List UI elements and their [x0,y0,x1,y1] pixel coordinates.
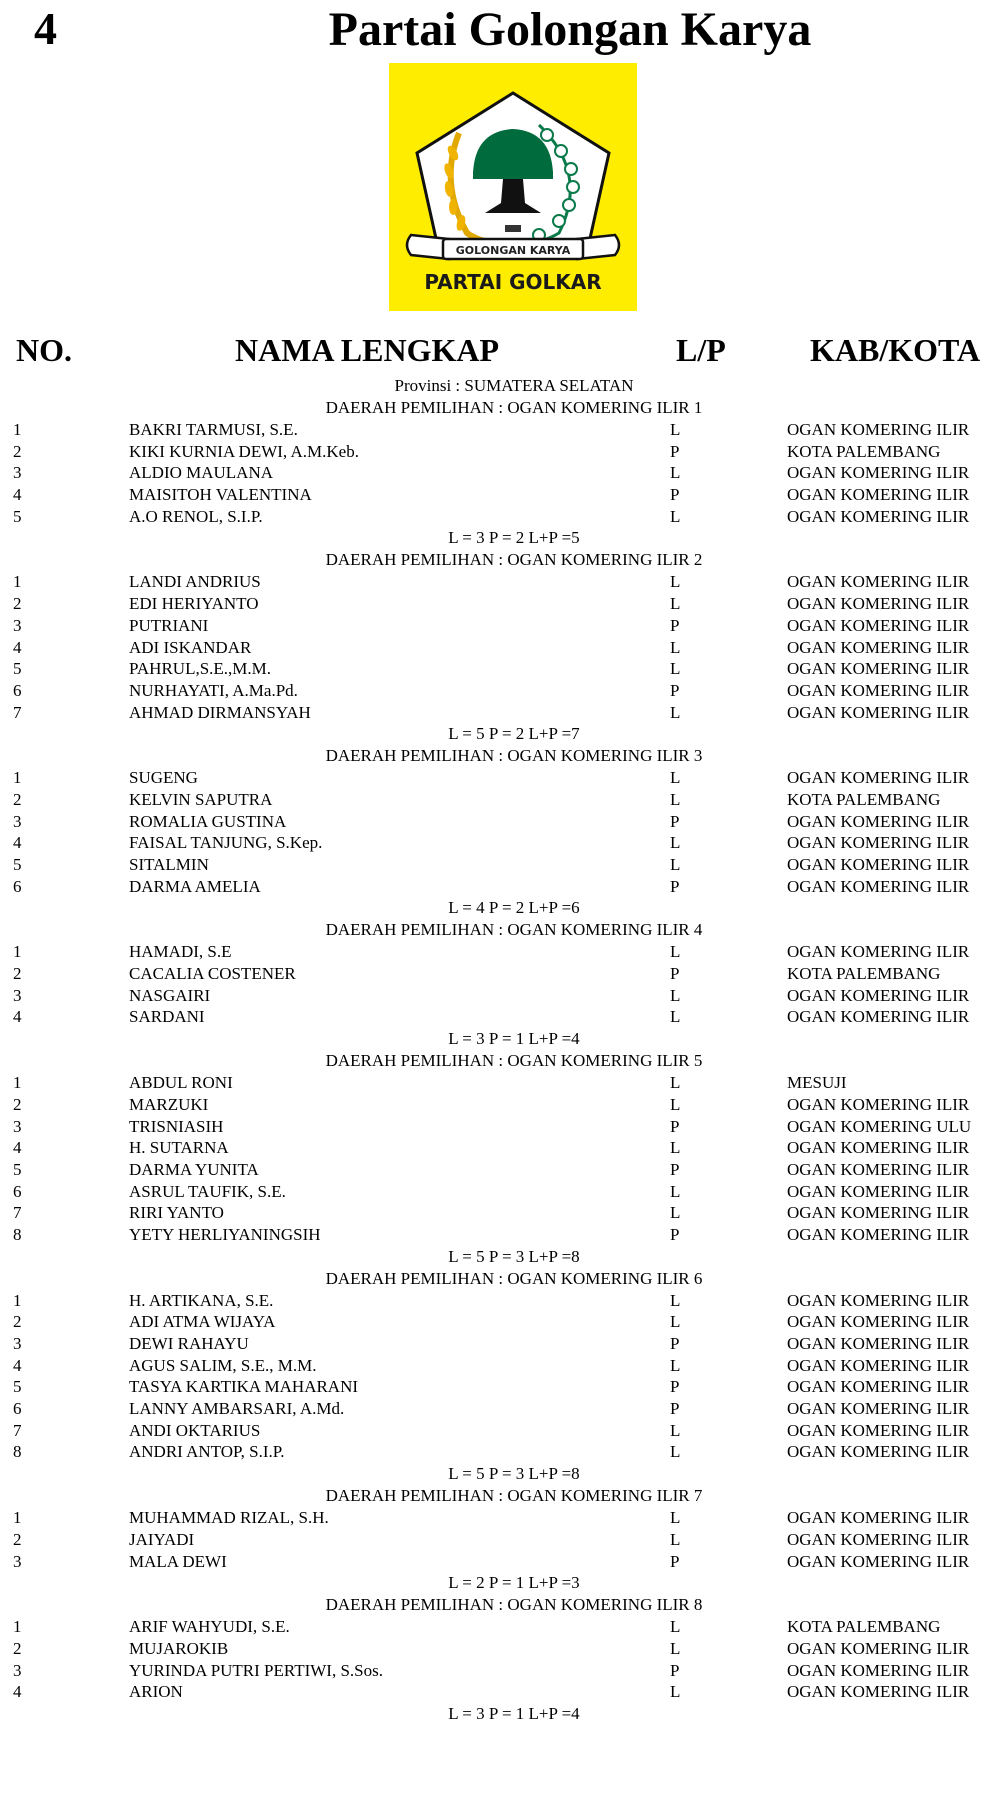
candidate-row [0,1224,1000,1246]
candidate-regency: OGAN KOMERING ILIR [787,1007,970,1027]
candidate-number: 6 [13,1181,22,1201]
candidate-number: 6 [13,1399,22,1419]
candidate-gender: L [670,1073,681,1093]
candidate-name: CACALIA COSTENER [129,964,296,984]
candidate-number: 2 [13,441,22,461]
candidate-row [0,637,1000,659]
candidate-gender: P [670,811,680,831]
candidate-number: 4 [13,1138,22,1158]
candidate-regency: OGAN KOMERING ILIR [787,594,970,614]
candidate-name: TASYA KARTIKA MAHARANI [129,1377,359,1397]
candidate-gender: L [670,572,681,592]
candidate-row [0,702,1000,724]
candidate-number: 3 [13,1660,22,1680]
candidate-gender: L [670,1007,681,1027]
district-title: DAERAH PEMILIHAN : OGAN KOMERING ILIR 6 [325,1268,703,1288]
candidate-row [0,1333,1000,1355]
candidate-name: DARMA YUNITA [129,1159,259,1179]
candidate-name: ARION [129,1682,183,1702]
candidate-name: ROMALIA GUSTINA [129,811,287,831]
candidate-gender: P [670,1377,680,1397]
candidate-gender: L [670,1638,681,1658]
candidate-number: 3 [13,463,22,483]
candidate-regency: KOTA PALEMBANG [787,441,941,461]
party-number: 4 [34,3,57,54]
candidate-gender: P [670,680,680,700]
logo-caption: PARTAI GOLKAR [424,270,602,294]
candidate-gender: P [670,1660,680,1680]
candidate-regency: OGAN KOMERING ILIR [787,768,970,788]
candidate-regency: OGAN KOMERING ILIR [787,1420,970,1440]
candidate-row [0,832,1000,854]
candidate-gender: L [670,1312,681,1332]
candidate-regency: OGAN KOMERING ILIR [787,1529,970,1549]
candidate-regency: OGAN KOMERING ILIR [787,702,970,722]
candidate-row [0,941,1000,963]
candidate-row [0,1398,1000,1420]
candidate-row [0,484,1000,506]
candidate-number: 4 [13,1007,22,1027]
candidate-gender: L [670,768,681,788]
candidate-name: MUHAMMAD RIZAL, S.H. [129,1508,329,1528]
candidate-row [0,506,1000,528]
candidate-name: RIRI YANTO [129,1203,224,1223]
candidate-number: 3 [13,1551,22,1571]
candidate-regency: OGAN KOMERING ILIR [787,637,970,657]
candidate-number: 5 [13,1159,22,1179]
candidate-number: 4 [13,637,22,657]
candidate-regency: OGAN KOMERING ILIR [787,1508,970,1528]
candidate-regency: OGAN KOMERING ILIR [787,942,970,962]
district-summary: L = 3 P = 1 L+P =4 [448,1703,580,1723]
candidate-number: 6 [13,680,22,700]
candidate-row [0,615,1000,637]
candidate-regency: OGAN KOMERING ILIR [787,659,970,679]
candidate-regency: OGAN KOMERING ILIR [787,1138,970,1158]
candidate-row [0,1181,1000,1203]
candidate-number: 2 [13,1529,22,1549]
candidate-gender: L [670,942,681,962]
candidate-number: 1 [13,768,22,788]
candidate-name: YURINDA PUTRI PERTIWI, S.Sos. [129,1660,383,1680]
candidate-gender: L [670,1094,681,1114]
candidate-gender: L [670,1181,681,1201]
candidate-row [0,1616,1000,1638]
district-title: DAERAH PEMILIHAN : OGAN KOMERING ILIR 7 [325,1486,703,1506]
candidate-name: MUJAROKIB [129,1638,229,1658]
candidate-gender: L [670,1529,681,1549]
candidate-row [0,1660,1000,1682]
candidate-number: 3 [13,615,22,635]
candidate-regency: OGAN KOMERING ILIR [787,1377,970,1397]
candidate-number: 4 [13,1355,22,1375]
candidate-gender: L [670,1420,681,1440]
candidate-row [0,1137,1000,1159]
candidate-name: FAISAL TANJUNG, S.Kep. [129,833,323,853]
candidate-number: 4 [13,833,22,853]
district-title: DAERAH PEMILIHAN : OGAN KOMERING ILIR 5 [325,1051,703,1071]
candidate-regency: OGAN KOMERING ILIR [787,1442,970,1462]
candidate-name: ANDRI ANTOP, S.I.P. [129,1442,285,1462]
candidate-name: ALDIO MAULANA [129,463,274,483]
candidate-number: 2 [13,1094,22,1114]
district-summary: L = 5 P = 3 L+P =8 [448,1246,580,1266]
candidate-name: H. SUTARNA [129,1138,229,1158]
candidate-regency: OGAN KOMERING ILIR [787,1638,970,1658]
candidate-number: 2 [13,1638,22,1658]
candidate-name: DARMA AMELIA [129,876,261,896]
province-label: Provinsi : SUMATERA SELATAN [394,376,634,395]
candidate-gender: L [670,1682,681,1702]
candidate-regency: OGAN KOMERING ILIR [787,463,970,483]
candidate-row [0,1094,1000,1116]
candidate-row [0,593,1000,615]
candidate-name: LANNY AMBARSARI, A.Md. [129,1399,345,1419]
candidate-number: 8 [13,1442,22,1462]
candidate-number: 4 [13,1682,22,1702]
candidate-row [0,789,1000,811]
candidate-gender: L [670,833,681,853]
golkar-logo [389,63,637,311]
candidate-regency: OGAN KOMERING ILIR [787,680,970,700]
candidate-regency: OGAN KOMERING ILIR [787,1312,970,1332]
candidate-gender: P [670,1399,680,1419]
candidate-row [0,419,1000,441]
candidate-row [0,1202,1000,1224]
district-summary: L = 4 P = 2 L+P =6 [448,898,580,918]
column-header-lp: L/P [676,332,726,368]
candidate-name: SUGENG [129,768,198,788]
district-summary: L = 3 P = 2 L+P =5 [448,528,580,548]
candidate-name: NURHAYATI, A.Ma.Pd. [129,680,298,700]
candidate-row [0,985,1000,1007]
candidate-number: 4 [13,485,22,505]
candidate-gender: L [670,702,681,722]
candidate-number: 1 [13,942,22,962]
candidate-gender: L [670,1442,681,1462]
candidate-name: PUTRIANI [129,615,209,635]
candidate-regency: KOTA PALEMBANG [787,789,941,809]
candidate-name: NASGAIRI [129,985,211,1005]
candidate-number: 1 [13,1508,22,1528]
candidate-regency: OGAN KOMERING ILIR [787,1660,970,1680]
candidate-gender: L [670,789,681,809]
candidate-number: 1 [13,420,22,439]
candidate-row [0,1116,1000,1138]
candidate-row [0,854,1000,876]
column-header-nama: NAMA LENGKAP [235,332,499,368]
candidate-regency: OGAN KOMERING ILIR [787,506,970,526]
candidate-gender: P [670,964,680,984]
candidate-regency: OGAN KOMERING ILIR [787,1355,970,1375]
candidate-number: 7 [13,702,22,722]
candidate-gender: L [670,420,681,439]
candidate-regency: KOTA PALEMBANG [787,1617,941,1637]
candidate-regency: OGAN KOMERING ILIR [787,572,970,592]
candidate-number: 5 [13,506,22,526]
logo-banner-text: GOLONGAN KARYA [455,244,571,257]
candidate-number: 3 [13,1116,22,1136]
candidate-name: MARZUKI [129,1094,209,1114]
candidate-number: 8 [13,1224,22,1244]
candidate-regency: OGAN KOMERING ILIR [787,985,970,1005]
candidate-regency: OGAN KOMERING ILIR [787,420,970,439]
candidate-number: 3 [13,1334,22,1353]
candidate-number: 1 [13,572,22,592]
candidate-name: H. ARTIKANA, S.E. [129,1290,274,1310]
candidate-number: 1 [13,1290,22,1310]
candidate-regency: OGAN KOMERING ILIR [787,1181,970,1201]
candidate-gender: P [670,441,680,461]
candidate-number: 2 [13,594,22,614]
candidate-row [0,571,1000,593]
candidate-name: MAISITOH VALENTINA [129,485,312,505]
document-header [0,0,1000,62]
candidate-number: 5 [13,1377,22,1397]
candidate-row [0,1441,1000,1463]
candidate-gender: L [670,463,681,483]
candidate-name: LANDI ANDRIUS [129,572,261,592]
candidate-regency: OGAN KOMERING ILIR [787,1203,970,1223]
candidate-number: 5 [13,659,22,679]
candidate-gender: P [670,1224,680,1244]
candidate-gender: P [670,485,680,505]
candidate-gender: L [670,594,681,614]
candidate-row [0,462,1000,484]
candidate-name: ANDI OKTARIUS [129,1420,261,1440]
candidate-name: SITALMIN [129,855,209,874]
candidate-name: ARIF WAHYUDI, S.E. [129,1617,290,1637]
candidate-gender: L [670,506,681,526]
candidate-row [0,963,1000,985]
candidate-number: 2 [13,964,22,984]
candidate-row [0,811,1000,833]
candidate-regency: OGAN KOMERING ILIR [787,1290,970,1310]
candidate-gender: L [670,1138,681,1158]
banyan-tree-logo-icon [389,63,637,311]
candidate-gender: P [670,1551,680,1571]
candidate-name: SARDANI [129,1007,205,1027]
candidate-name: ADI ISKANDAR [129,637,252,657]
candidate-row [0,1159,1000,1181]
district-title: DAERAH PEMILIHAN : OGAN KOMERING ILIR 1 [325,398,703,417]
candidate-number: 3 [13,811,22,831]
candidate-gender: L [670,1355,681,1375]
candidate-row [0,1376,1000,1398]
candidate-number: 2 [13,789,22,809]
candidate-regency: OGAN KOMERING ILIR [787,1094,970,1114]
candidate-regency: OGAN KOMERING ILIR [787,1399,970,1419]
candidate-row [0,1529,1000,1551]
district-title: DAERAH PEMILIHAN : OGAN KOMERING ILIR 8 [325,1595,703,1615]
candidate-number: 7 [13,1420,22,1440]
candidate-list [0,375,1000,1725]
candidate-gender: L [670,985,681,1005]
candidate-name: EDI HERIYANTO [129,594,259,614]
candidate-row [0,1290,1000,1312]
candidate-gender: P [670,1159,680,1179]
district-title: DAERAH PEMILIHAN : OGAN KOMERING ILIR 2 [325,550,703,570]
candidate-gender: L [670,1617,681,1637]
candidate-number: 2 [13,1312,22,1332]
candidate-regency: MESUJI [787,1073,847,1093]
candidate-regency: OGAN KOMERING ILIR [787,876,970,896]
column-headers [0,332,1000,376]
candidate-name: ABDUL RONI [129,1073,233,1093]
candidate-regency: OGAN KOMERING ILIR [787,1334,970,1353]
candidate-regency: OGAN KOMERING ILIR [787,855,970,874]
candidate-row [0,1551,1000,1573]
candidate-gender: P [670,876,680,896]
candidate-row [0,441,1000,463]
candidate-gender: L [670,1203,681,1223]
candidate-gender: P [670,1116,680,1136]
district-summary: L = 2 P = 1 L+P =3 [448,1573,580,1593]
candidate-gender: L [670,1290,681,1310]
candidate-row [0,1006,1000,1028]
candidate-row [0,1681,1000,1703]
candidate-row [0,767,1000,789]
candidate-number: 1 [13,1073,22,1093]
candidate-gender: P [670,615,680,635]
candidate-regency: OGAN KOMERING ULU [787,1116,972,1136]
candidate-row [0,1638,1000,1660]
candidate-regency: OGAN KOMERING ILIR [787,811,970,831]
district-summary: L = 5 P = 2 L+P =7 [448,724,580,744]
district-summary: L = 5 P = 3 L+P =8 [448,1464,580,1484]
candidate-row [0,1072,1000,1094]
candidate-number: 5 [13,855,22,874]
candidate-gender: P [670,1334,680,1353]
candidate-name: AHMAD DIRMANSYAH [129,702,311,722]
candidate-gender: L [670,1508,681,1528]
candidate-name: HAMADI, S.E [129,942,232,962]
candidate-name: PAHRUL,S.E.,M.M. [129,659,272,679]
candidate-name: ASRUL TAUFIK, S.E. [129,1181,286,1201]
candidate-gender: L [670,659,681,679]
candidate-name: AGUS SALIM, S.E., M.M. [129,1355,317,1375]
candidate-number: 3 [13,985,22,1005]
candidate-number: 1 [13,1617,22,1637]
candidate-name: MALA DEWI [129,1551,227,1571]
candidate-name: YETY HERLIYANINGSIH [129,1224,321,1244]
candidate-regency: OGAN KOMERING ILIR [787,1159,970,1179]
candidate-row [0,1355,1000,1377]
candidate-name: JAIYADI [129,1529,195,1549]
candidate-regency: KOTA PALEMBANG [787,964,941,984]
candidate-name: DEWI RAHAYU [129,1334,249,1353]
candidate-name: BAKRI TARMUSI, S.E. [129,420,298,439]
candidate-number: 7 [13,1203,22,1223]
candidate-regency: OGAN KOMERING ILIR [787,833,970,853]
column-header-no: NO. [16,332,72,368]
candidate-row [0,1311,1000,1333]
candidate-regency: OGAN KOMERING ILIR [787,1551,970,1571]
candidate-regency: OGAN KOMERING ILIR [787,615,970,635]
candidate-row [0,658,1000,680]
candidate-row [0,1507,1000,1529]
district-title: DAERAH PEMILIHAN : OGAN KOMERING ILIR 4 [325,920,703,940]
candidate-regency: OGAN KOMERING ILIR [787,485,970,505]
candidate-name: ADI ATMA WIJAYA [129,1312,276,1332]
column-header-kab: KAB/KOTA [810,332,981,368]
candidate-row [0,876,1000,898]
candidate-name: A.O RENOL, S.I.P. [129,506,263,526]
candidate-name: TRISNIASIH [129,1116,224,1136]
district-summary: L = 3 P = 1 L+P =4 [448,1029,580,1049]
party-name: Partai Golongan Karya [328,3,812,56]
district-title: DAERAH PEMILIHAN : OGAN KOMERING ILIR 3 [325,746,703,766]
candidate-regency: OGAN KOMERING ILIR [787,1682,970,1702]
candidate-number: 6 [13,876,22,896]
candidate-name: KELVIN SAPUTRA [129,789,273,809]
candidate-gender: L [670,855,681,874]
candidate-row [0,1420,1000,1442]
candidate-gender: L [670,637,681,657]
candidate-row [0,680,1000,702]
candidate-name: KIKI KURNIA DEWI, A.M.Keb. [129,441,359,461]
candidate-regency: OGAN KOMERING ILIR [787,1224,970,1244]
